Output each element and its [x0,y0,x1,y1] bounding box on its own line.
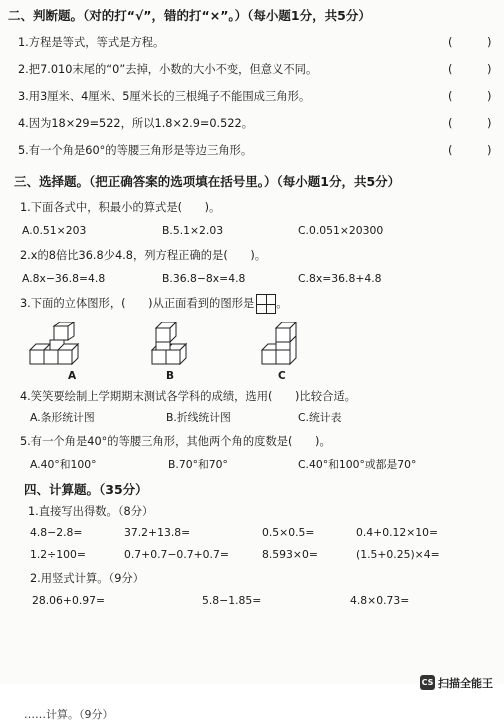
section-title-choice: 三、选择题。（把正确答案的选项填在括号里。）（每小题1分，共5分） [14,174,401,189]
cube-figure-c[interactable] [256,322,316,370]
calc-sub2: 2.用竖式计算。（9分） [30,572,144,585]
calc-r1-2[interactable]: 37.2+13.8= [124,526,191,539]
judge-answer-4[interactable]: ( ) [448,116,492,130]
calc-r1-4[interactable]: 0.4+0.12×10= [356,526,439,539]
choice-q3-end: 。 [276,297,288,310]
choice-q2-option-a[interactable]: A.8x−36.8=4.8 [22,272,106,285]
judge-answer-3[interactable]: ( ) [448,89,492,103]
calc-r3-2[interactable]: 5.8−1.85= [202,594,262,607]
front-view-square-icon [256,294,276,314]
calc-r3-1[interactable]: 28.06+0.97= [32,594,106,607]
choice-q2: 2.x的8倍比36.8少4.8，列方程正确的是( )。 [20,249,267,262]
calc-r3-3[interactable]: 4.8×0.73= [350,594,410,607]
figure-label-c: C [278,370,286,382]
choice-q4-option-b[interactable]: B.折线统计图 [166,411,231,424]
choice-q5-option-c[interactable]: C.40°和100°或都是70° [298,458,417,471]
figure-label-b: B [166,370,175,382]
cube-figure-b[interactable] [146,322,206,370]
choice-q3-text: 3.下面的立体图形，( )从正面看到的图形是 [20,297,255,310]
cube-figure-a[interactable] [24,322,94,370]
choice-q4-option-c[interactable]: C.统计表 [298,411,342,424]
choice-q5-option-a[interactable]: A.40°和100° [30,458,97,471]
choice-q1-option-b[interactable]: B.5.1×2.03 [162,224,224,237]
calc-r2-4[interactable]: (1.5+0.25)×4= [356,548,440,561]
judge-answer-2[interactable]: ( ) [448,62,492,76]
choice-q2-option-b[interactable]: B.36.8−8x=4.8 [162,272,246,285]
choice-q5: 5.有一个角是40°的等腰三角形，其他两个角的度数是( )。 [20,435,331,448]
choice-q1-option-a[interactable]: A.0.51×203 [22,224,87,237]
judge-answer-5[interactable]: ( ) [448,143,492,157]
calc-r2-2[interactable]: 0.7+0.7−0.7+0.7= [124,548,229,561]
calc-sub1: 1.直接写出得数。（8分） [28,505,154,518]
calc-r2-3[interactable]: 8.593×0= [262,548,318,561]
judge-item-3: 3.用3厘米、4厘米、5厘米长的三根绳子不能围成三角形。 [18,90,311,103]
choice-q4: 4.笑笑要绘制上学期期末测试各学科的成绩，选用( )比较合适。 [20,390,356,403]
calc-r2-1[interactable]: 1.2÷100= [30,548,86,561]
choice-q1: 1.下面各式中，积最小的算式是( )。 [20,201,221,214]
camscanner-watermark: 扫描全能王 [438,677,493,690]
judge-item-2: 2.把7.010末尾的“0”去掉，小数的大小不变，但意义不同。 [18,63,318,76]
choice-q3 [20,294,288,314]
calc-r1-3[interactable]: 0.5×0.5= [262,526,315,539]
choice-q4-option-a[interactable]: A.条形统计图 [30,411,95,424]
section-title-judgement: 二、判断题。（对的打“√”，错的打“×”。）（每小题1分，共5分） [8,8,371,23]
section-title-calc: 四、计算题。（35分） [24,482,148,497]
choice-q5-option-b[interactable]: B.70°和70° [168,458,228,471]
calc-r1-1[interactable]: 4.8−2.8= [30,526,83,539]
judge-item-4: 4.因为18×29=522，所以1.8×2.9=0.522。 [18,117,254,130]
figure-label-a: A [68,370,77,382]
next-page-partial-line: ……计算。（9分） [24,708,114,721]
choice-q2-option-c[interactable]: C.8x=36.8+4.8 [298,272,382,285]
camscanner-logo-icon: CS [420,675,435,690]
choice-q1-option-c[interactable]: C.0.051×20300 [298,224,384,237]
judge-answer-1[interactable]: ( ) [448,35,492,49]
judge-item-5: 5.有一个角是60°的等腰三角形是等边三角形。 [18,144,253,157]
judge-item-1: 1.方程是等式，等式是方程。 [18,36,165,49]
